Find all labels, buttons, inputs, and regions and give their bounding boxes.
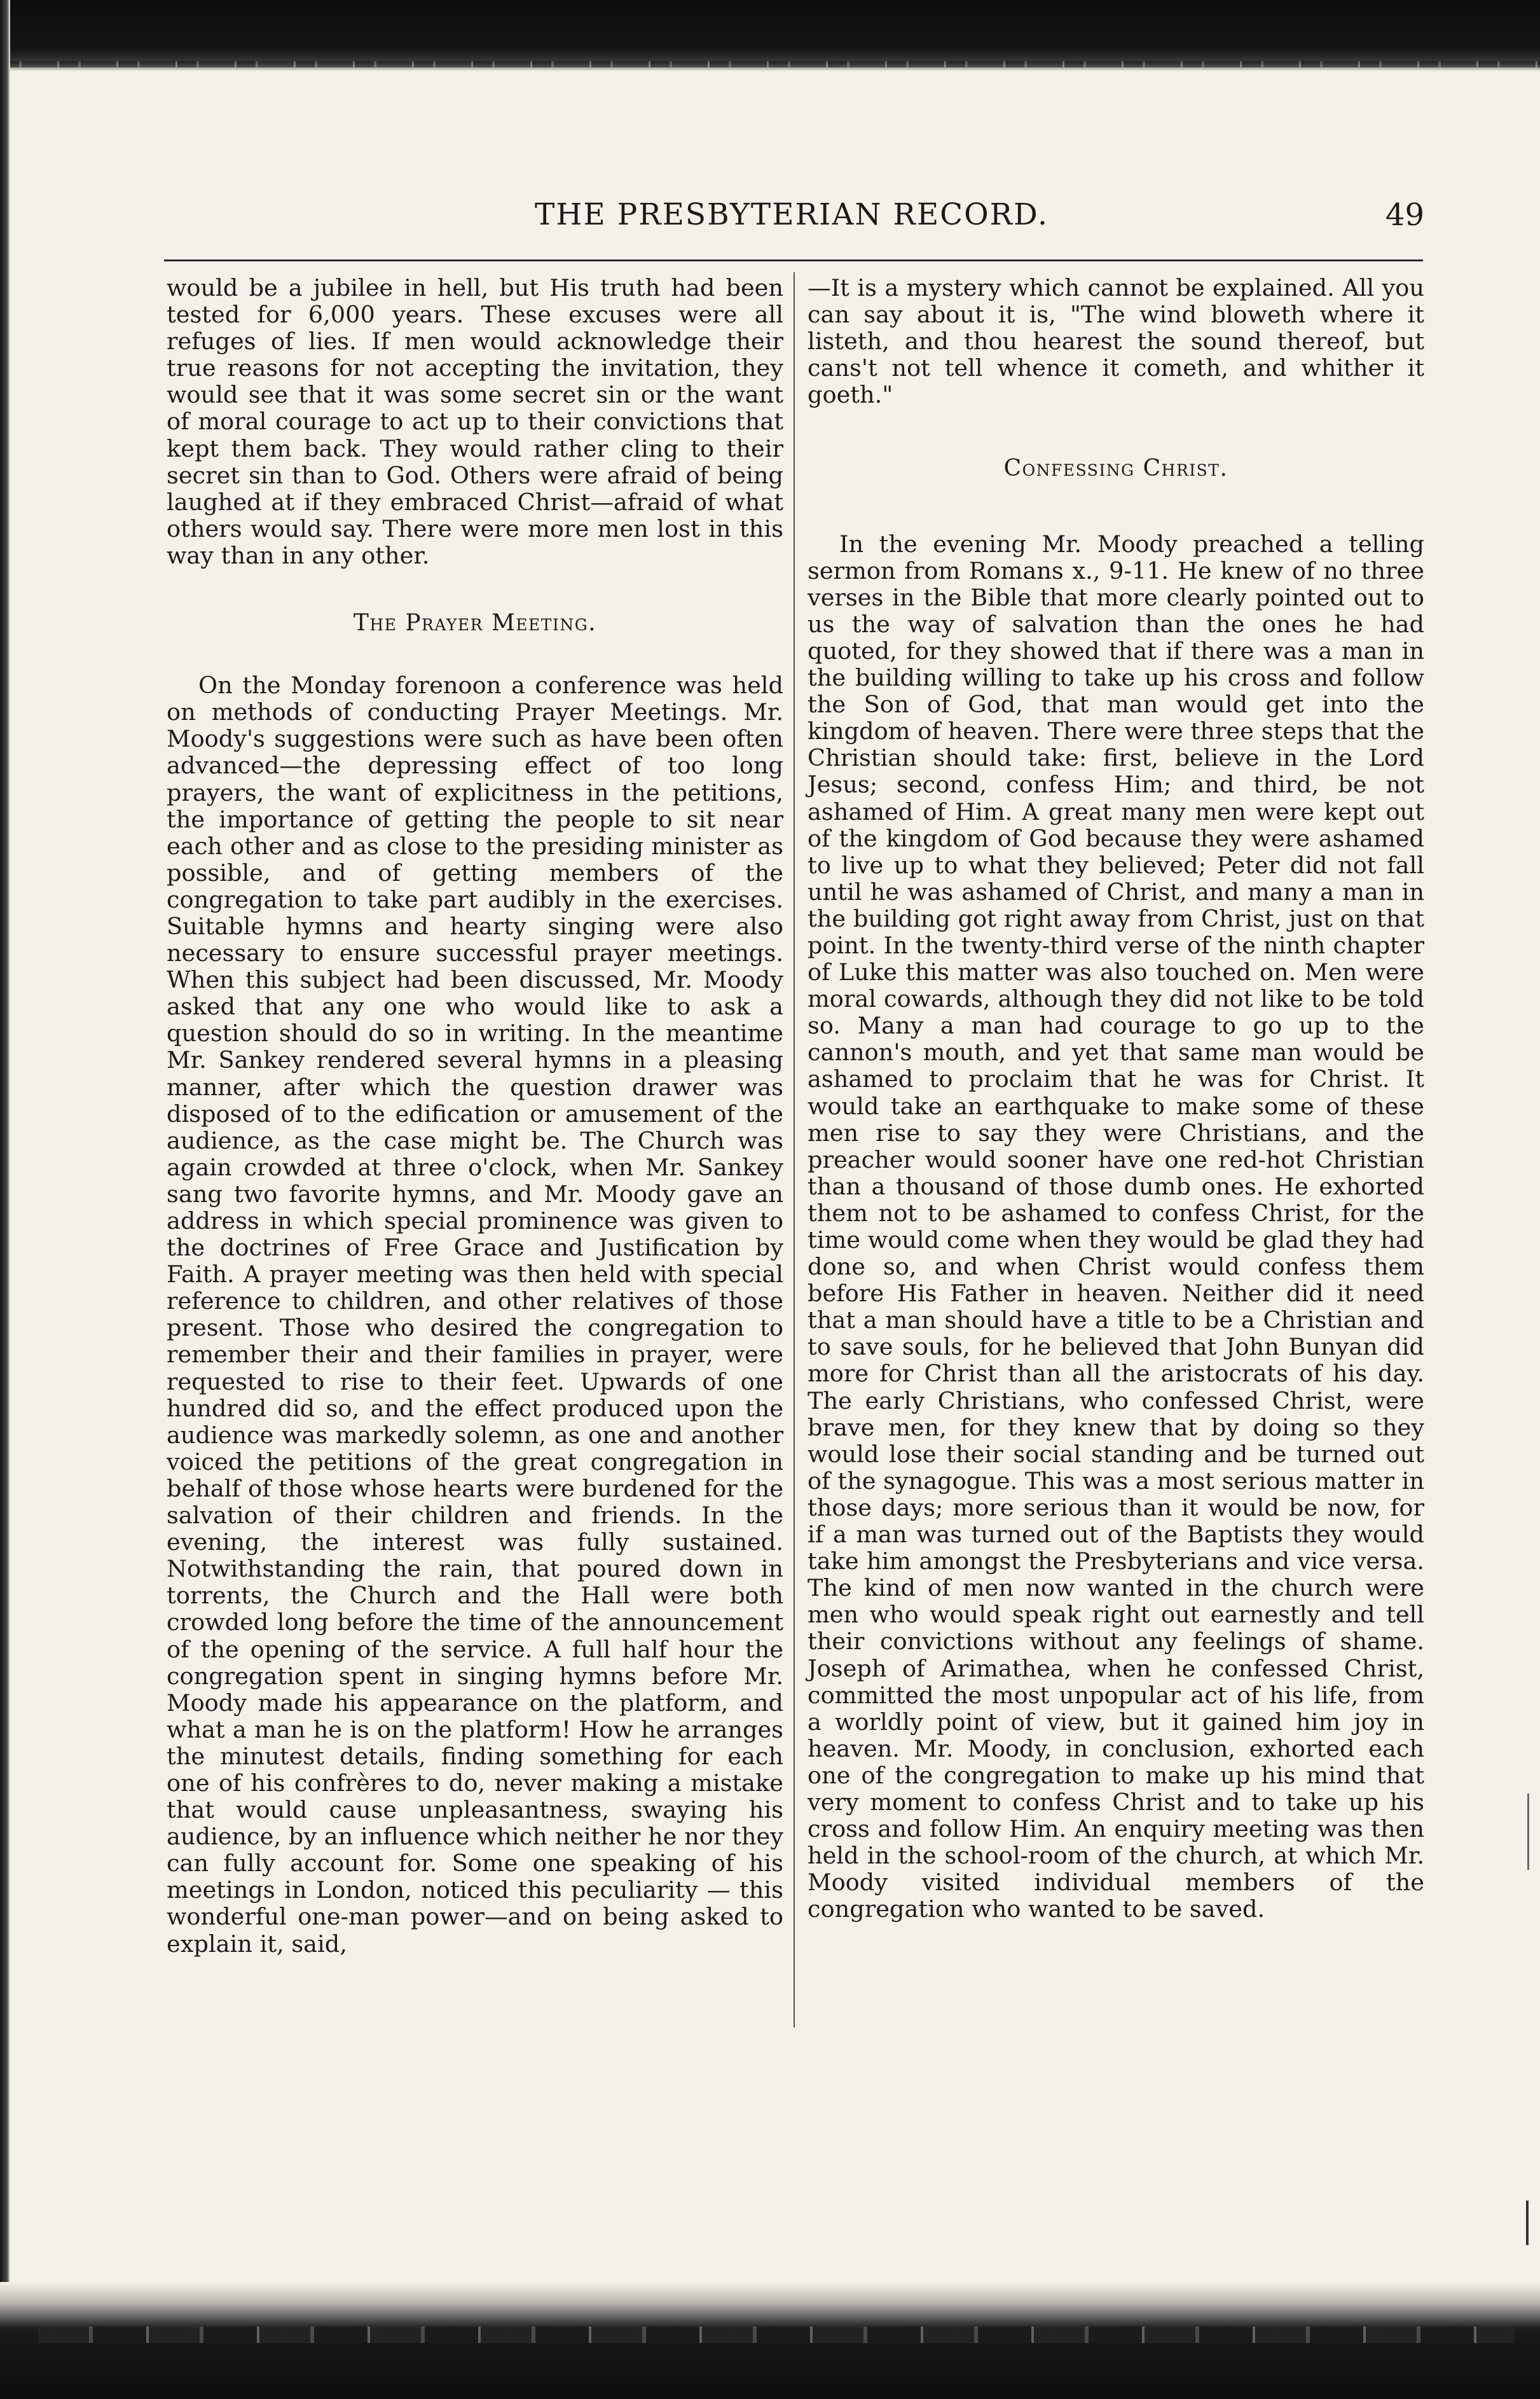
margin-mark (1526, 2201, 1529, 2245)
page-number: 49 (1385, 197, 1424, 233)
left-column (167, 275, 783, 1958)
right-paragraph-2: In the evening Mr. Moody preached a telling sermon from Romans x., 9-11. He knew of no three verses in the Bible that more clearly pointed out to us the way of salvation than the ones he had quoted, for they showed that if there was a man in the building willing to take up his cross and follow the Son of God, that man would get into the kingdom of heaven. There were three steps that the Christian should take: first, believe in the Lord Jesus; second, confess Him; and third, be not ashamed of Him. A great many men were kept out of the kingdom of God because they were ashamed to live up to what they believed; Peter did not fall until he was ashamed of Christ, and many a man in the building got right away from Christ, just on that point. In the twenty-third verse of the ninth chapter of Luke this matter was also touched on. Men were moral cowards, although they did not like to be told so. Many a man had courage to go up to the cannon's mouth, and yet that same man would be ashamed to proclaim that he was for Christ. It would take an earthquake to make some of these men rise to say they were Christians, and the preacher would sooner have one red-hot Christian than a thousand of those dumb ones. He exhorted them not to be ashamed to confess Christ, for the time would come when they would be glad they had done so, and when Christ would confess them before His Father in heaven. Neither did it need that a man should have a title to be a Christian and to save souls, for he believed that John Bunyan did more for Christ than all the aristocrats of his day. The early Christians, who confessed Christ, were brave men, for they knew that by doing so they would lose their social standing and be turned out of the synagogue. This was a most serious matter in those days; more serious than it would be now, for if a man was turned out of the Baptists they would take him amongst the Presbyterians and vice versa. The kind of men now wanted in the church were men who would speak right out earnestly and tell their convictions without any feelings of shame. Joseph of Arimathea, when he confessed Christ, committed the most unpopular act of his life, from a worldly point of view, but it gained him joy in heaven. Mr. Moody, in conclusion, exhorted each one of the congregation to make up his mind that very moment to confess Christ and to take up his cross and follow Him. An enquiry meeting was then held in the school-room of the church, at which Mr. Moody visited individual members of the congregation who wanted to be saved. (808, 530, 1425, 1923)
scan-border-left (0, 0, 10, 2399)
left-paragraph-1: would be a jubilee in hell, but His truth had been tested for 6,000 years. These excuses were all refuges of lies. If men would acknowledge their true reasons for not accepting the invitation, they would see that it was some secret sin or the want of moral courage to act up to their convictions that kept them back. They would rather cling to their secret sin than to God. Others were afraid of being laughed at if they embraced Christ—afraid of what others would say. There were more men lost in this way than in any other. (167, 274, 783, 569)
section-heading-prayer-meeting: The Prayer Meeting. (353, 610, 597, 637)
left-paragraph-2: On the Monday forenoon a conference was held on methods of conducting Prayer Meetings. Mr. Moody's suggestions were such as have been often advanced—the depressing effect of too long prayers, the want of explicitness in the petitions, the importance of getting the people to sit near each other and as close to the presiding minister as possible, and of getting members of the congregation to take part audibly in the exercises. Suitable hymns and hearty singing were also necessary to ensure successful prayer meetings. When this subject had been discussed, Mr. Moody asked that any one who would like to ask a question should do so in writing. In the meantime Mr. Sankey rendered several hymns in a pleasing manner, after which the question drawer was disposed of to the edification or amusement of the audience, as the case might be. The Church was again crowded at three o'clock, when Mr. Sankey sang two favorite hymns, and Mr. Moody gave an address in which special prominence was given to the doctrines of Free Grace and Justification by Faith. A prayer meeting was then held with special reference to children, and other relatives of those present. Those who desired the congregation to remember their and their families in prayer, were requested to rise to their feet. Upwards of one hundred did so, and the effect produced upon the audience was markedly solemn, as one and another voiced the petitions of the great congregation in behalf of those whose hearts were burdened for the salvation of their children and friends. In the evening, the interest was fully sustained. Notwithstanding the rain, that poured down in torrents, the Church and the Hall were both crowded long before the time of the announcement of the opening of the service. A full half hour the congregation spent in singing hymns before Mr. Moody made his appearance on the platform, and what a man he is on the platform! How he arranges the minutest details, finding something for each one of his confrères to do, never making a mistake that would cause unpleasantness, swaying his audience, by an influence which neither he nor they can fully account for. Some one speaking of his meetings in London, noticed this peculiarity — this wonderful one-man power—and on being asked to explain it, said, (167, 672, 783, 1958)
page-header (159, 190, 1424, 240)
column-divider (794, 272, 795, 2180)
right-paragraph-1: —It is a mystery which cannot be explained. All you can say about it is, "The wind bloweth where it listeth, and thou hearest the sound thereof, but cans't not tell whence it cometh, and whither it goeth." (808, 274, 1424, 409)
header-rule (164, 259, 1423, 261)
right-column (808, 275, 1424, 1923)
scan-border-top (0, 0, 1540, 71)
scan-border-bottom (0, 2282, 1540, 2399)
margin-mark (1527, 1794, 1529, 1870)
section-heading-confessing-christ: Confessing Christ. (1003, 455, 1228, 482)
running-title: THE PRESBYTERIAN RECORD. (535, 197, 1048, 232)
